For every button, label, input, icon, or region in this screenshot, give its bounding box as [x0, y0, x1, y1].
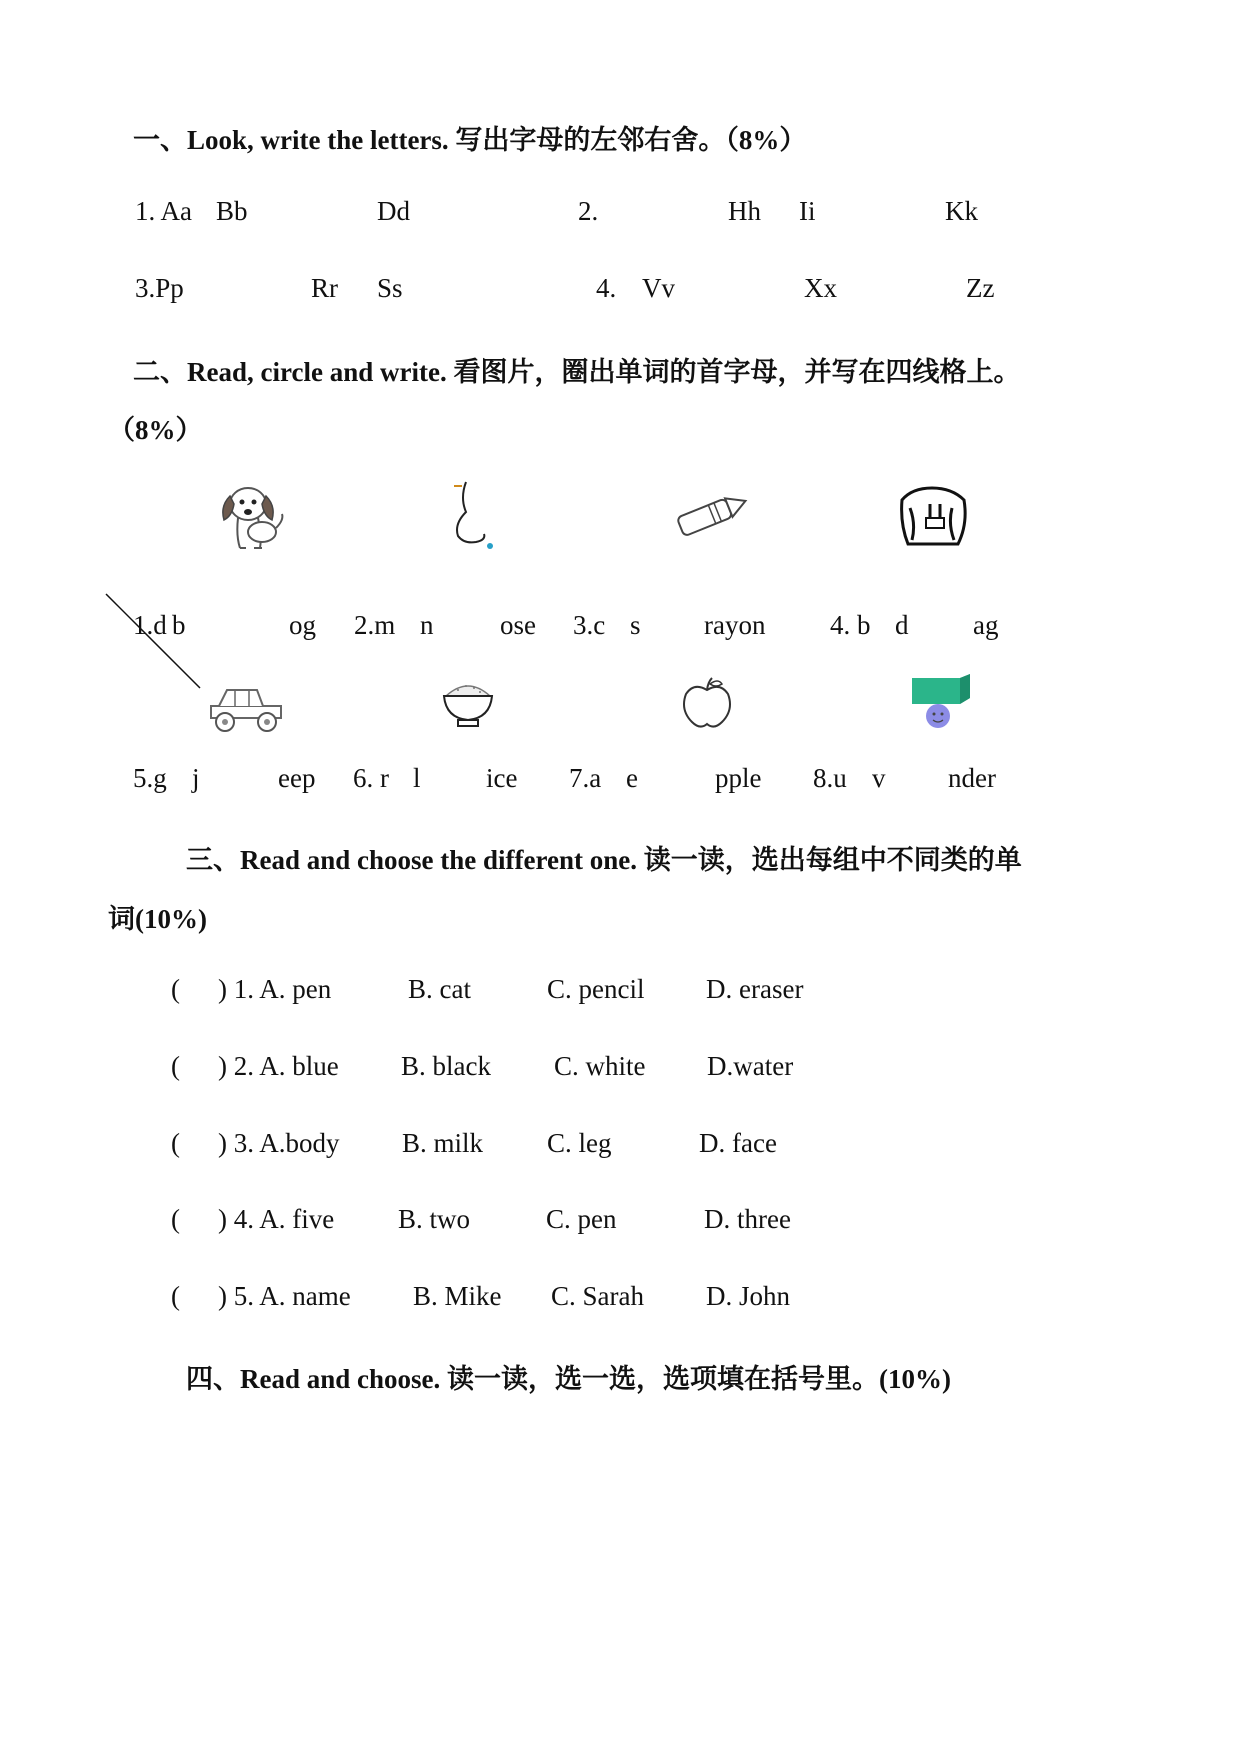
- section2-heading: 二、Read, circle and write. 看图片，圈出单词的首字母，并写在四线格上。: [133, 357, 1021, 387]
- letters-q1-d: Dd: [377, 196, 410, 226]
- picture-q4-option: d: [895, 610, 909, 640]
- section2-heading-percent: （8%）: [108, 415, 203, 445]
- choice-q5-b: B. Mike: [413, 1281, 502, 1311]
- choice-q5-c: C. Sarah: [551, 1281, 644, 1311]
- choice-q4-b: B. two: [398, 1204, 471, 1234]
- picture-q8-word: nder: [948, 763, 996, 793]
- section4-heading: 四、Read and choose. 读一读，选一选，选项填在括号里。(10%): [186, 1364, 952, 1394]
- choice-q4-paren: (: [171, 1204, 180, 1234]
- letters-q2-number: 2.: [578, 196, 599, 226]
- choice-q3-c: C. leg: [547, 1128, 612, 1158]
- picture-q7-word: pple: [715, 763, 762, 793]
- choice-q1-stem: ) 1. A. pen: [218, 974, 332, 1004]
- choice-q1-b: B. cat: [408, 974, 471, 1004]
- dog-picture: [210, 476, 290, 552]
- letters-q4-number: 4.: [596, 273, 617, 303]
- choice-q3-stem: ) 3. A.body: [218, 1128, 340, 1158]
- picture-q7-number: 7.a: [569, 763, 602, 793]
- choice-q3-paren: (: [171, 1128, 180, 1158]
- letters-q3-s: Ss: [377, 273, 403, 303]
- picture-q3-number: 3.c: [573, 610, 606, 640]
- choice-q2-c: C. white: [554, 1051, 646, 1081]
- letters-q2-i: Ii: [799, 196, 816, 226]
- picture-q3-word: rayon: [704, 610, 766, 640]
- picture-q6-word: ice: [486, 763, 518, 793]
- picture-q7-option: e: [626, 763, 638, 793]
- jeep-picture: [205, 676, 289, 734]
- picture-q1-option: b: [172, 610, 186, 640]
- letters-q2-k: Kk: [945, 196, 978, 226]
- picture-q6-number: 6. r: [353, 763, 389, 793]
- rice-picture: [438, 674, 498, 730]
- choice-q3-d: D. face: [699, 1128, 777, 1158]
- picture-q2-word: ose: [500, 610, 536, 640]
- nose-picture: [446, 478, 502, 550]
- letters-q4-z: Zz: [966, 273, 995, 303]
- choice-q5-d: D. John: [706, 1281, 791, 1311]
- example-diagonal-line: [100, 590, 210, 694]
- choice-q2-b: B. black: [401, 1051, 491, 1081]
- letters-q4-x: Xx: [804, 273, 837, 303]
- crayon-picture: [672, 486, 754, 542]
- picture-q8-number: 8.u: [813, 763, 847, 793]
- section3-heading: 三、Read and choose the different one. 读一读，选出每组中不同类的单: [186, 845, 1022, 875]
- picture-q1-number: 1.d: [133, 610, 167, 640]
- choice-q4-c: C. pen: [546, 1204, 617, 1234]
- picture-q4-word: ag: [973, 610, 999, 640]
- choice-q1-paren: (: [171, 974, 180, 1004]
- picture-q2-option: n: [420, 610, 434, 640]
- picture-q4-number: 4. b: [830, 610, 871, 640]
- choice-q2-d: D.water: [707, 1051, 794, 1081]
- picture-q8-option: v: [872, 763, 886, 793]
- bag-picture: [892, 484, 974, 550]
- apple-picture: [678, 676, 736, 730]
- letters-q1-number: 1. Aa: [135, 196, 192, 226]
- choice-q4-stem: ) 4. A. five: [218, 1204, 335, 1234]
- letters-q3-number: 3.Pp: [135, 273, 184, 303]
- picture-q5-word: eep: [278, 763, 316, 793]
- choice-q4-d: D. three: [704, 1204, 791, 1234]
- choice-q5-stem: ) 5. A. name: [218, 1281, 351, 1311]
- picture-q5-option: j: [192, 763, 200, 793]
- choice-q3-b: B. milk: [402, 1128, 484, 1158]
- picture-q6-option: l: [413, 763, 421, 793]
- under-picture: [908, 674, 974, 732]
- letters-q2-h: Hh: [728, 196, 761, 226]
- choice-q5-paren: (: [171, 1281, 180, 1311]
- choice-q1-d: D. eraser: [706, 974, 804, 1004]
- choice-q2-stem: ) 2. A. blue: [218, 1051, 339, 1081]
- section1-heading: 一、Look, write the letters. 写出字母的左邻右舍。（8%）: [133, 125, 807, 155]
- letters-q1-b: Bb: [216, 196, 248, 226]
- letters-q4-v: Vv: [642, 273, 675, 303]
- letters-q3-r: Rr: [311, 273, 338, 303]
- picture-q3-option: s: [630, 610, 641, 640]
- section3-heading-cont: 词(10%): [108, 904, 207, 934]
- choice-q1-c: C. pencil: [547, 974, 645, 1004]
- picture-q5-number: 5.g: [133, 763, 167, 793]
- picture-q1-word: og: [289, 610, 316, 640]
- choice-q2-paren: (: [171, 1051, 180, 1081]
- picture-q2-number: 2.m: [354, 610, 396, 640]
